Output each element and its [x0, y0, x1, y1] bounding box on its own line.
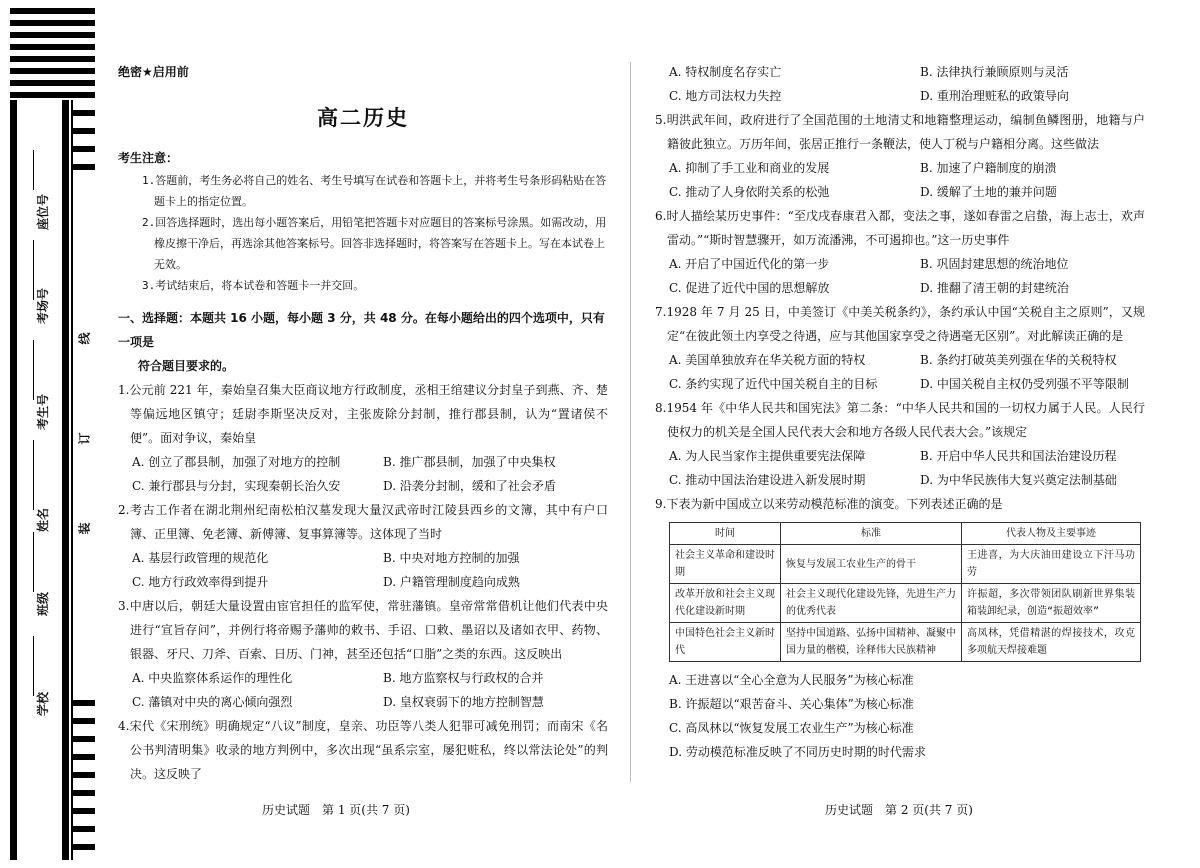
option-list-q4 [655, 60, 1145, 108]
label-exam-room: 考场号 [36, 287, 50, 324]
table-cell: 中国特色社会主义新时代 [670, 623, 781, 662]
margin-stub [73, 790, 95, 796]
option[interactable]: C. 促进了近代中国的思想解放 [669, 281, 830, 295]
margin-stub [73, 128, 95, 134]
question-4 [118, 714, 608, 786]
fill-line [33, 240, 34, 300]
option[interactable]: A. 创立了郡县制，加强了对地方的控制 [132, 455, 341, 469]
option[interactable]: B. 地方监察权与行政权的合并 [383, 671, 544, 685]
binding-mark-xian: 线 [77, 332, 92, 345]
fill-line [33, 440, 34, 510]
table-cell: 许振超，多次带领团队刷新世界集装箱装卸纪录，创造“振超效率” [962, 584, 1141, 623]
option-list [655, 444, 1145, 492]
option[interactable]: C. 推动中国法治建设进入新发展时期 [669, 473, 866, 487]
table-cell: 坚持中国道路、弘扬中国精神、凝聚中国力量的楷模，诠释伟大民族精神 [781, 623, 962, 662]
exam-title: 高二历史 [317, 106, 409, 130]
question-2 [118, 498, 608, 594]
option[interactable]: B. 法律执行兼顾原则与灵活 [920, 65, 1069, 79]
notice-list [118, 170, 608, 296]
section-heading [118, 306, 608, 378]
margin-stub [73, 772, 95, 778]
question-1 [118, 378, 608, 498]
page-right [655, 60, 1145, 764]
option[interactable]: A. 为人民当家作主提供重要宪法保障 [669, 449, 866, 463]
option[interactable]: A. 基层行政管理的规范化 [132, 551, 269, 565]
page-footer-right: 历史试题 第 2 页(共 7 页) [825, 803, 973, 817]
binding-mark-ding: 订 [77, 432, 92, 445]
margin-stripe [10, 68, 95, 74]
option-list [118, 450, 608, 498]
margin-stripe [10, 32, 95, 38]
margin-bar [62, 100, 69, 860]
question-stem: 9.下表为新中国成立以来劳动模范标准的演变。下列表述正确的是 [655, 497, 1003, 511]
option[interactable]: D. 为中华民族伟大复兴奠定法制基础 [920, 473, 1117, 487]
question-stem: 1.公元前 221 年，秦始皇召集大臣商议地方行政制度，丞相王绾建议分封皇子到燕、齐、楚等偏远地区镇守；廷尉李斯坚决反对，主张废除分封制，推行郡县制，认为“置诸侯不便”。面对争议，秦始皇 [118, 383, 608, 445]
notice-item: 2.回答选择题时，选出每小题答案后，用铅笔把答题卡对应题目的答案标号涂黑。如需改动，用橡皮擦干净后，再选涂其他答案标号。回答非选择题时，将答案写在答题卡上。写在本试卷上无效。 [142, 216, 607, 271]
margin-stripe [10, 92, 95, 98]
page-left [118, 60, 608, 786]
table-row [670, 584, 1141, 623]
notice-heading: 考生注意： [118, 151, 179, 165]
margin-stub [73, 754, 95, 760]
question-stem: 2.考古工作者在湖北荆州纪南松柏汉墓发现大量汉武帝时江陵县西乡的文簿，其中有户口簿、正里簿、免老簿、新傅簿、复事算簿等。这体现了当时 [118, 503, 608, 541]
option[interactable]: C. 藩镇对中央的离心倾向强烈 [132, 695, 293, 709]
option-list [655, 252, 1145, 300]
option-list [118, 546, 608, 594]
page-footer-left: 历史试题 第 1 页(共 7 页) [262, 803, 410, 817]
labor-model-table [669, 522, 1141, 662]
fill-line [33, 150, 34, 190]
question-stem: 7.1928 年 7 月 25 日，中美签订《中美关税条约》，条约承认中国“关税自主之原则”，又规定“在彼此领土内享受之待遇，应与其他国家享受之待遇毫无区别”。对此解读正确的是 [655, 305, 1145, 343]
table-cell: 恢复与发展工农业生产的骨干 [781, 545, 962, 584]
margin-stub [73, 826, 95, 832]
option[interactable]: B. 巩固封建思想的统治地位 [920, 257, 1069, 271]
margin-stripe [10, 80, 95, 86]
binding-mark-zhuang: 装 [77, 522, 92, 535]
option[interactable]: A. 开启了中国近代化的第一步 [669, 257, 830, 271]
secret-mark: 绝密★启用前 [118, 65, 189, 79]
option[interactable]: D. 户籍管理制度趋向成熟 [383, 575, 520, 589]
option[interactable]: B. 中央对地方控制的加强 [383, 551, 520, 565]
table-cell: 高凤林，凭借精湛的焊接技术，攻克多项航天焊接难题 [962, 623, 1141, 662]
margin-bar [10, 100, 17, 860]
question-stem: 3.中唐以后，朝廷大量设置由宦官担任的监军使，常驻藩镇。皇帝常常借机让他们代表中央进行“宣旨存问”，并例行将帝赐予藩帅的敕书、手诏、口敕、墨诏以及诸如衣甲、药物、银器、牙尺、刀斧、百索、日历、门神，甚至还包括“口脂”之类的东西。这反映出 [118, 599, 608, 661]
option[interactable]: B. 条约打破英美列强在华的关税特权 [920, 353, 1117, 367]
option-list [655, 668, 1145, 764]
option[interactable]: D. 劳动模范标准反映了不同历史时期的时代需求 [669, 745, 926, 759]
option[interactable]: C. 兼行郡县与分封，实现秦朝长治久安 [132, 479, 341, 493]
option[interactable]: D. 重刑治理赃私的政策导向 [920, 89, 1069, 103]
option[interactable]: B. 许振超以“艰苦奋斗、关心集体”为核心标准 [669, 697, 914, 711]
margin-stripe [10, 56, 95, 62]
table-cell: 改革开放和社会主义现代化建设新时期 [670, 584, 781, 623]
margin-stub [73, 110, 95, 116]
option[interactable]: C. 地方司法权力失控 [669, 89, 782, 103]
margin-stub [73, 736, 95, 742]
option[interactable]: D. 缓解了土地的兼并问题 [920, 185, 1057, 199]
option[interactable]: C. 高凤林以“恢复发展工农业生产”为核心标准 [669, 721, 914, 735]
option[interactable]: A. 抑制了手工业和商业的发展 [669, 161, 830, 175]
option[interactable]: A. 美国单独放弃在华关税方面的特权 [669, 353, 866, 367]
label-name: 姓名 [36, 507, 50, 532]
option-list [655, 156, 1145, 204]
section-heading-line: 符合题目要求的。 [138, 359, 235, 373]
margin-stub [73, 700, 95, 706]
option[interactable]: A. 特权制度名存实亡 [669, 65, 782, 79]
option[interactable]: C. 推动了人身依附关系的松弛 [669, 185, 830, 199]
margin-stripe [10, 20, 95, 26]
label-class: 班级 [36, 591, 50, 616]
option[interactable]: D. 皇权衰弱下的地方控制智慧 [383, 695, 544, 709]
option[interactable]: D. 推翻了清王朝的封建统治 [920, 281, 1069, 295]
question-9 [655, 492, 1145, 764]
option[interactable]: B. 推广郡县制，加强了中央集权 [383, 455, 556, 469]
fill-line [33, 532, 34, 592]
margin-stub [73, 146, 95, 152]
table-row [670, 623, 1141, 662]
table-cell: 王进喜，为大庆油田建设立下汗马功劳 [962, 545, 1141, 584]
notice-item: 1.答题前，考生务必将自己的姓名、考生号填写在试卷和答题卡上，并将考生号条形码粘贴在答题卡上的指定位置。 [142, 174, 607, 208]
option[interactable]: D. 沿袭分封制，缓和了社会矛盾 [383, 479, 556, 493]
margin-stripe [10, 8, 95, 14]
label-seat-number: 座位号 [36, 193, 50, 230]
option-list [655, 348, 1145, 396]
question-8 [655, 396, 1145, 492]
option[interactable]: A. 中央监察体系运作的理性化 [132, 671, 293, 685]
table-cell: 社会主义革命和建设时期 [670, 545, 781, 584]
fill-line [33, 636, 34, 696]
binding-margin [0, 0, 100, 868]
question-6 [655, 204, 1145, 300]
margin-stub [73, 844, 95, 850]
section-heading-line: 一、选择题：本题共 16 小题，每小题 3 分，共 48 分。在每小题给出的四个选项中，只有一项是 [118, 311, 605, 349]
option[interactable]: B. 开启中华人民共和国法治建设历程 [920, 449, 1117, 463]
margin-stripe [10, 44, 95, 50]
table-header: 时间 [670, 523, 781, 545]
table-header-row [670, 523, 1141, 545]
question-stem: 5.明洪武年间，政府进行了全国范围的土地清丈和地籍整理运动，编制鱼鳞图册，地籍与户籍彼此独立。万历年间，张居正推行一条鞭法，使人丁税与户籍相分离。这些做法 [655, 113, 1145, 151]
fill-line [33, 340, 34, 400]
question-stem: 8.1954 年《中华人民共和国宪法》第二条：“中华人民共和国的一切权力属于人民。人民行使权力的机关是全国人民代表大会和地方各级人民代表大会。”该规定 [655, 401, 1145, 439]
margin-stub [73, 718, 95, 724]
question-5 [655, 108, 1145, 204]
table-cell: 社会主义现代化建设先锋，先进生产力的优秀代表 [781, 584, 962, 623]
label-school: 学校 [36, 691, 50, 716]
option[interactable]: B. 加速了户籍制度的崩溃 [920, 161, 1057, 175]
margin-line [71, 100, 73, 860]
table-header: 代表人物及主要事迹 [962, 523, 1141, 545]
table-header: 标准 [781, 523, 962, 545]
notice-item: 3.考试结束后，将本试卷和答题卡一并交回。 [142, 279, 365, 292]
option[interactable]: C. 地方行政效率得到提升 [132, 575, 269, 589]
option[interactable]: A. 王进喜以“全心全意为人民服务”为核心标准 [669, 673, 914, 687]
option[interactable]: D. 中国关税自主权仍受列强不平等限制 [920, 377, 1129, 391]
margin-stub [73, 164, 95, 170]
question-stem: 6.时人描绘某历史事件：“至戊戌春康君入都，变法之事，遂如春雷之启蛰，海上志士，欢声雷动。”“斯时智慧骤开，如万流潘沸，不可遏抑也。”这一历史事件 [655, 209, 1145, 247]
page-divider [630, 62, 631, 782]
question-3 [118, 594, 608, 714]
table-row [670, 545, 1141, 584]
question-7 [655, 300, 1145, 396]
option-list [118, 666, 608, 714]
margin-stub [73, 808, 95, 814]
label-exam-number: 考生号 [36, 393, 50, 430]
option[interactable]: C. 条约实现了近代中国关税自主的目标 [669, 377, 878, 391]
question-stem: 4.宋代《宋刑统》明确规定“八议”制度，皇亲、功臣等八类人犯罪可减免刑罚；而南宋《名公书判清明集》收录的地方判例中，多次出现“虽系宗室，屡犯赃私，终以常法论处”的判决。这反映了 [118, 719, 608, 781]
